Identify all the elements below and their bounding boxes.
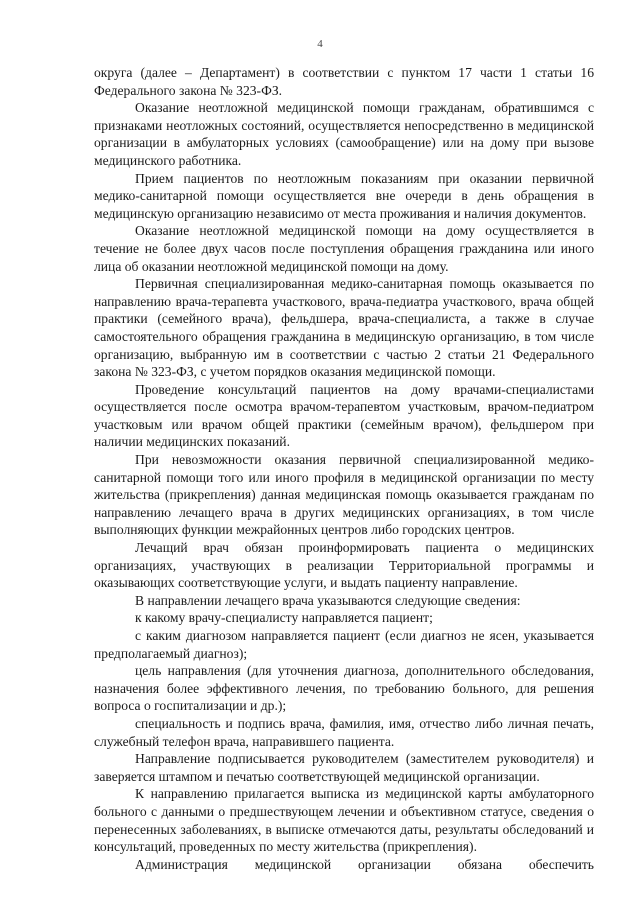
paragraph: Проведение консультаций пациентов на дому врачами-специалистами осуществляется после осмотра врачом-терапевтом участковым, врачом-педиатром участковым или врачом общей практики (семейным врачом), фельдшером при наличии медицинских показаний.	[94, 381, 594, 450]
paragraph: При невозможности оказания первичной специализированной медико-санитарной помощи того или иного профиля в медицинской организации по месту жительства (прикрепления) данная медицинская помощь оказывается гражданам по направлению лечащего врача в других медицинских организациях, в том числе выполняющих функции межрайонных центров либо городских центров.	[94, 452, 594, 538]
paragraph: округа (далее – Департамент) в соответствии с пунктом 17 части 1 статьи 16 Федерального закона № 323-ФЗ.	[94, 65, 594, 98]
paragraph: Оказание неотложной медицинской помощи гражданам, обратившимся с признаками неотложных состояний, осуществляется непосредственно в медицинской организации в амбулаторных условиях (самообращение) или на дому при вызове медицинского работника.	[94, 100, 594, 168]
paragraph: Лечащий врач обязан проинформировать пациента о медицинских организациях, участвующих в реализации Территориальной программы и оказывающих соответствующие услуги, и выдать пациенту направление.	[94, 540, 594, 591]
paragraph: с каким диагнозом направляется пациент (если диагноз не ясен, указывается предполагаемый диагноз);	[94, 628, 594, 661]
paragraph: Направление подписывается руководителем (заместителем руководителя) и заверяется штампом и печатью соответствующей медицинской организации.	[94, 751, 594, 784]
document-body	[94, 64, 594, 873]
paragraph: к какому врачу-специалисту направляется пациент;	[135, 610, 433, 626]
page-number: 4	[317, 38, 323, 50]
paragraph: цель направления (для уточнения диагноза, дополнительного обследования, назначения более эффективного лечения, по требованию больного, для решения вопроса о госпитализации и др.);	[94, 663, 594, 714]
paragraph: К направлению прилагается выписка из медицинской карты амбулаторного больного с данными о предшествующем лечении и объективном статусе, сведения о перенесенных заболеваниях, в выписке отмечаются даты, результаты обследований и консультаций, проведенных по месту жительства (прикрепления).	[94, 786, 594, 855]
paragraph: Первичная специализированная медико-санитарная помощь оказывается по направлению врача-терапевта участкового, врача-педиатра участкового, врача общей практики (семейного врача), фельдшера, врача-специалиста, а также в случае самостоятельного обращения гражданина в медицинскую организацию, в том числе организацию, выбранную им в соответствии с частью 2 статьи 21 Федерального закона № 323-ФЗ, с учетом порядков оказания медицинской помощи.	[94, 276, 594, 380]
paragraph: Прием пациентов по неотложным показаниям при оказании первичной медико-санитарной помощи осуществляется вне очереди в день обращения в медицинскую организацию независимо от места проживания и наличия документов.	[94, 170, 594, 221]
paragraph: В направлении лечащего врача указываются следующие сведения:	[135, 592, 521, 608]
paragraph: Администрация медицинской организации обязана обеспечить	[135, 856, 594, 872]
paragraph: специальность и подпись врача, фамилия, имя, отчество либо личная печать, служебный телефон врача, направившего пациента.	[94, 715, 594, 749]
paragraph: Оказание неотложной медицинской помощи на дому осуществляется в течение не более двух часов после поступления обращения гражданина или иного лица об оказании неотложной медицинской помощи на дому.	[94, 223, 594, 274]
